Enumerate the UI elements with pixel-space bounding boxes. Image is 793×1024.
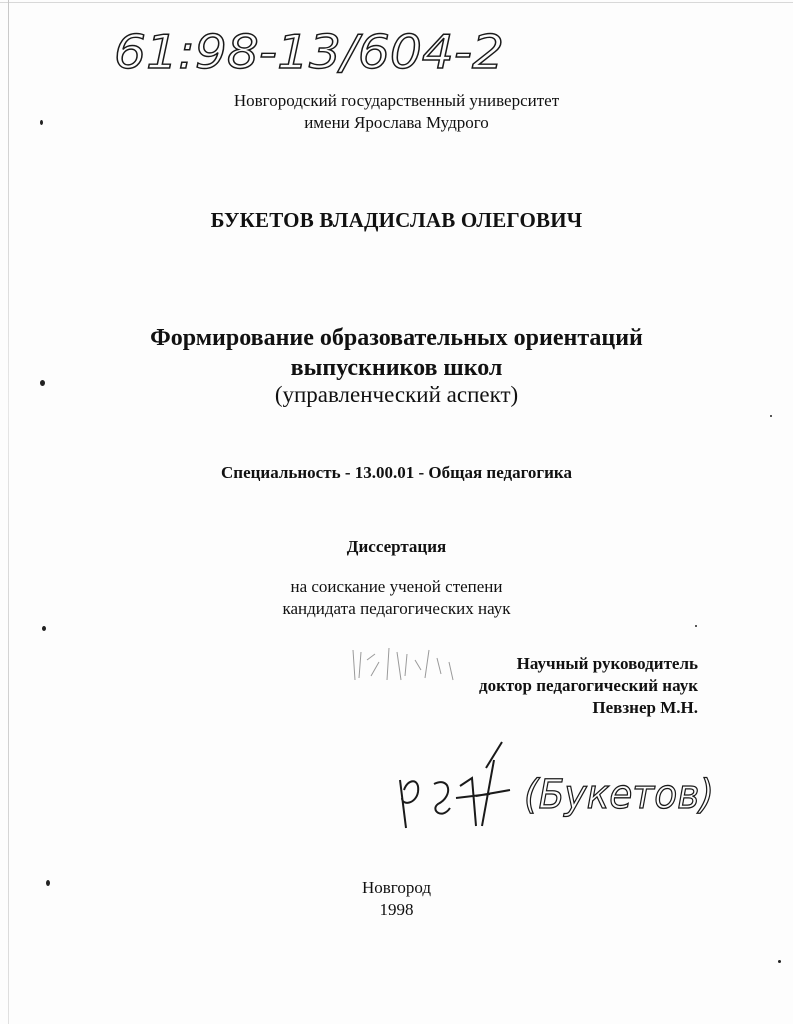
supervisor-role: Научный руководитель	[516, 654, 698, 673]
specialty: Специальность - 13.00.01 - Общая педагогика	[221, 463, 572, 482]
degree-sought	[0, 576, 793, 620]
scan-edge-top	[0, 2, 793, 3]
place-and-year	[0, 877, 793, 921]
title-line-1: Формирование образовательных ориентаций	[150, 325, 643, 351]
archive-code-handwritten	[110, 18, 510, 80]
scan-speck	[42, 626, 46, 631]
supervisor-degree: доктор педагогический наук	[479, 676, 698, 695]
dissertation-title	[0, 323, 793, 383]
year: 1998	[379, 900, 414, 919]
author-signature	[390, 738, 720, 838]
supervisor-block	[479, 653, 698, 719]
author-name: БУКЕТОВ ВЛАДИСЛАВ ОЛЕГОВИЧ	[210, 208, 583, 232]
scan-speck	[770, 415, 772, 417]
supervisor-name: Певзнер М.Н.	[592, 698, 698, 717]
faint-stamp-scribble	[345, 640, 465, 688]
title-line-2: выпускников школ	[290, 355, 503, 381]
degree-line-1: на соискание ученой степени	[290, 577, 503, 596]
scan-speck	[778, 960, 781, 963]
university-name	[0, 90, 793, 134]
university-line-1: Новгородский государственный университет	[233, 91, 560, 110]
place: Новгород	[361, 878, 431, 897]
university-line-2: имени Ярослава Мудрого	[304, 113, 489, 132]
document-type: Диссертация	[346, 537, 447, 556]
degree-line-2: кандидата педагогических наук	[282, 599, 511, 618]
signature-text: (Букетов)	[524, 772, 714, 818]
dissertation-subtitle: (управленческий аспект)	[274, 382, 519, 407]
scan-edge-left	[8, 0, 9, 1024]
scan-speck	[695, 625, 697, 627]
archive-code-text: 61:98-13/604-2	[114, 25, 504, 79]
